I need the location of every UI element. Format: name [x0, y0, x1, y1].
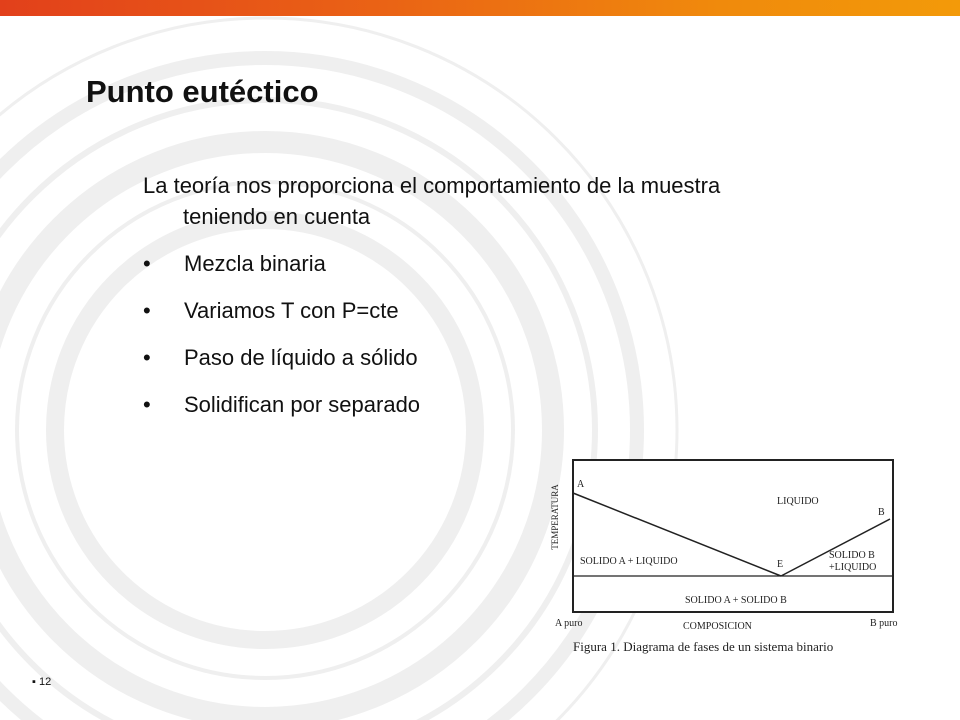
phase-diagram-figure — [545, 455, 900, 660]
region-solid-a-liquid-label: SOLIDO A + LIQUIDO — [580, 556, 678, 567]
bullet-text: Variamos T con P=cte — [184, 298, 399, 323]
y-axis-label: TEMPERATURA — [550, 484, 560, 550]
point-a-label: A — [577, 479, 585, 490]
bullet-marker: • — [143, 251, 151, 276]
bullet-text: Solidifican por separado — [184, 392, 421, 417]
bullet-text: Paso de líquido a sólido — [184, 345, 418, 370]
bullet-text: Mezcla binaria — [184, 251, 326, 276]
region-solid-b-label-line1: SOLIDO B — [829, 550, 875, 561]
x-right-label: B puro — [870, 618, 898, 629]
point-b-label: B — [878, 507, 885, 518]
region-liquid-label: LIQUIDO — [777, 496, 819, 507]
intro-text: La teoría nos proporciona el comportamiento de la muestra teniendo en cuenta — [143, 173, 721, 229]
page-number-value: 12 — [38, 676, 52, 688]
slide-title: Punto eutéctico — [86, 74, 319, 109]
page-number-marker: ▪ — [32, 676, 36, 688]
x-left-label: A puro — [555, 618, 583, 629]
bullet-marker: • — [143, 392, 151, 417]
slide-content — [143, 170, 743, 420]
diagram-frame — [573, 460, 893, 612]
region-solid-b-label-line2: +LIQUIDO — [829, 562, 877, 573]
bullet-marker: • — [143, 345, 151, 370]
bullet-marker: • — [143, 298, 151, 323]
bullet-item — [143, 296, 743, 326]
x-axis-label: COMPOSICION — [683, 621, 752, 632]
figure-caption: Figura 1. Diagrama de fases de un sistema binario — [573, 639, 834, 654]
bullet-item — [143, 343, 743, 373]
bullet-list — [143, 249, 743, 420]
bullet-item — [143, 249, 743, 279]
point-e-label: E — [777, 559, 784, 570]
bullet-item — [143, 390, 743, 420]
page-number — [32, 676, 51, 688]
region-solid-ab-label: SOLIDO A + SOLIDO B — [685, 595, 787, 606]
